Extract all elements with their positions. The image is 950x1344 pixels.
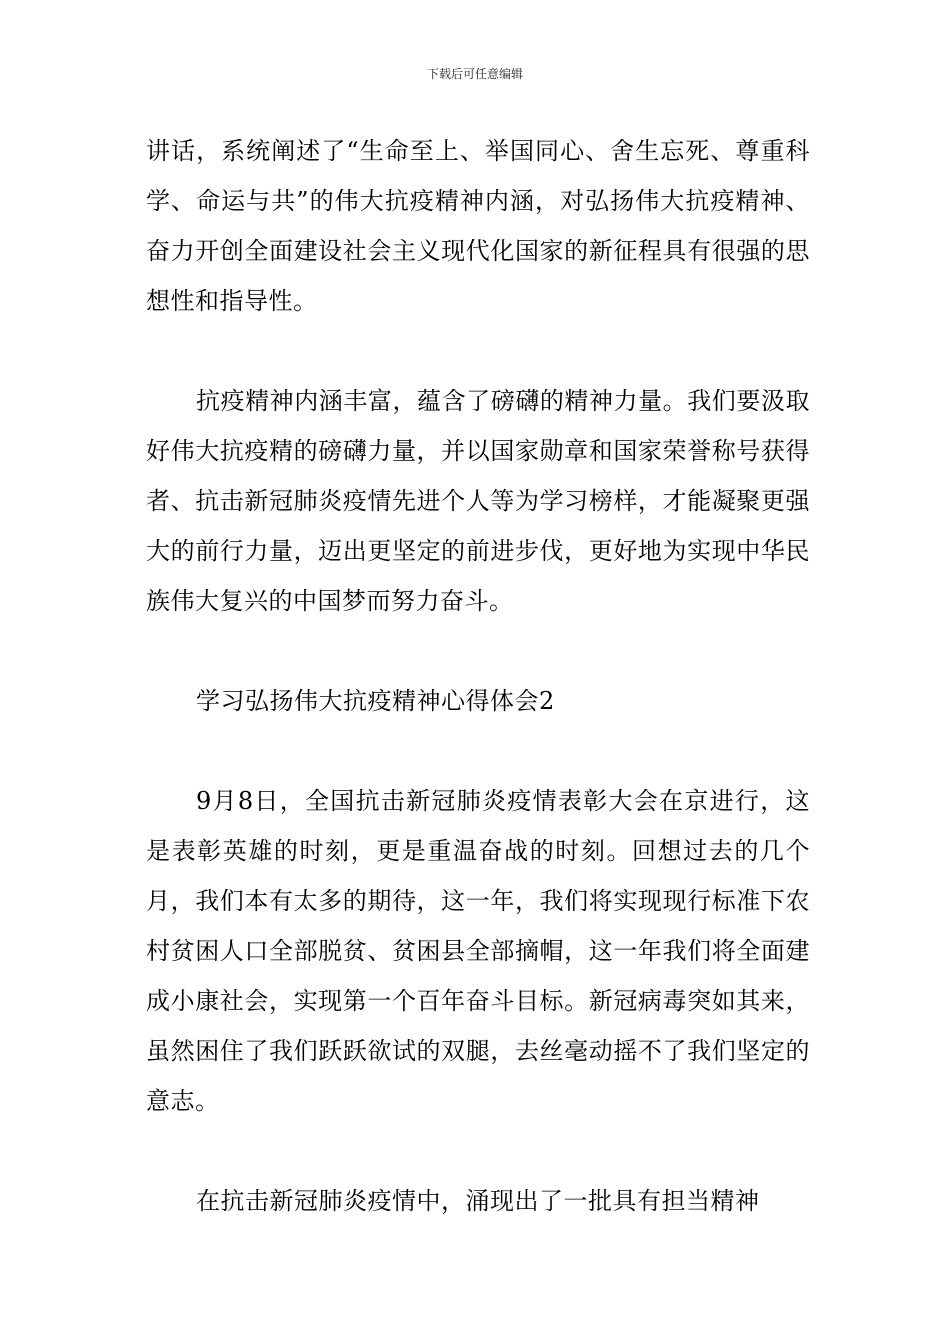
paragraph: 在抗击新冠肺炎疫情中，涌现出了一批具有担当精神	[196, 1187, 760, 1215]
paragraph-gap	[146, 326, 810, 376]
paragraph-gap	[146, 1126, 810, 1176]
paragraph-gap	[146, 626, 810, 676]
section-heading: 学习弘扬伟大抗疫精神心得体会2	[196, 687, 555, 715]
paragraph-gap	[146, 726, 810, 776]
paragraph: 9月8日，全国抗击新冠肺炎疫情表彰大会在京进行，这是表彰英雄的时刻，更是重温奋战的时刻。回想过去的几个月，我们本有太多的期待，这一年，我们将实现现行标准下农村贫困人口全部脱贫、贫困县全部摘帽，这一年我们将全面建成小康社会，实现第一个百年奋斗目标。新冠病毒突如其来，虽然困住了我们跃跃欲试的双腿，去丝毫动摇不了我们坚定的意志。	[146, 787, 810, 1115]
paragraph: 抗疫精神内涵丰富，蕴含了磅礴的精神力量。我们要汲取好伟大抗疫精的磅礴力量，并以国家勋章和国家荣誉称号获得者、抗击新冠肺炎疫情先进个人等为学习榜样，才能凝聚更强大的前行力量，迈出更坚定的前进步伐，更好地为实现中华民族伟大复兴的中国梦而努力奋斗。	[146, 387, 810, 615]
paragraph: 讲话，系统阐述了“生命至上、举国同心、舍生忘死、尊重科学、命运与共”的伟大抗疫精神内涵，对弘扬伟大抗疫精神、奋力开创全面建设社会主义现代化国家的新征程具有很强的思想性和指导性。	[146, 137, 810, 315]
page-header: 下载后可任意编辑	[426, 67, 523, 81]
document-body	[146, 126, 810, 1226]
